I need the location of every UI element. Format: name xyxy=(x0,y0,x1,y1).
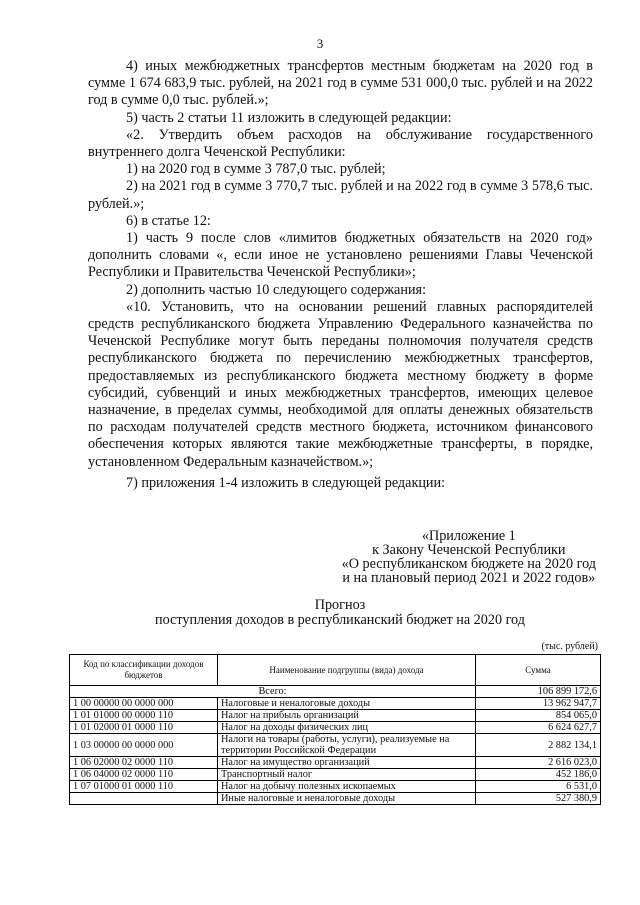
row-code: 1 01 01000 00 0000 110 xyxy=(70,710,218,722)
table-row xyxy=(70,769,601,781)
paragraph: 7) приложения 1-4 изложить в следующей редакции: xyxy=(126,474,446,491)
row-code: 1 06 02000 02 0000 110 xyxy=(70,757,218,769)
table-title xyxy=(140,598,540,628)
row-sum: 2 882 134,1 xyxy=(476,734,601,757)
total-sum: 106 899 172,6 xyxy=(476,686,601,698)
appendix-line: «Приложение 1 xyxy=(421,528,516,544)
total-row xyxy=(70,686,601,698)
appendix-heading xyxy=(342,529,596,585)
row-name: Налоговые и неналоговые доходы xyxy=(218,698,476,710)
row-sum: 6 531,0 xyxy=(476,781,601,793)
table-row xyxy=(70,710,601,722)
paragraph: 2) на 2021 год в сумме 3 770,7 тыс. рублей и на 2022 год в сумме 3 578,6 тыс. рублей.»; xyxy=(88,178,593,212)
table-title-line: поступления доходов в республиканский бюджет на 2020 год xyxy=(155,612,525,628)
row-code: 1 00 00000 00 0000 000 xyxy=(70,698,218,710)
row-name: Налог на имущество организаций xyxy=(218,757,476,769)
row-code xyxy=(70,793,218,805)
paragraph: 6) в статье 12: xyxy=(126,212,211,229)
table-row xyxy=(70,757,601,769)
appendix-line: «О республиканском бюджете на 2020 год xyxy=(341,556,596,572)
row-name: Транспортный налог xyxy=(218,769,476,781)
row-sum: 13 962 947,7 xyxy=(476,698,601,710)
table-header-row xyxy=(70,655,601,686)
law-amendment-text xyxy=(88,58,593,492)
row-sum: 527 380,9 xyxy=(476,793,601,805)
row-sum: 452 186,0 xyxy=(476,769,601,781)
header-sum: Сумма xyxy=(476,655,601,686)
row-code: 1 06 04000 02 0000 110 xyxy=(70,769,218,781)
paragraph: 1) на 2020 год в сумме 3 787,0 тыс. рублей; xyxy=(126,161,386,178)
row-name: Налог на прибыль организаций xyxy=(218,710,476,722)
table-row xyxy=(70,722,601,734)
table-row xyxy=(70,793,601,805)
revenue-forecast-table xyxy=(69,654,601,805)
row-code: 1 07 01000 01 0000 110 xyxy=(70,781,218,793)
appendix-line: к Закону Чеченской Республики xyxy=(372,542,566,558)
row-name: Налог на добычу полезных ископаемых xyxy=(218,781,476,793)
paragraph: «10. Установить, что на основании решений главных распорядителей средств республиканского бюджета Управлению Федерального казначейства по Чеченской Республике могут быть переданы полномочия получателя средств республиканского бюджета по перечислению межбюджетных трансфертов, предоставляемых из республиканского бюджета местному бюджету в форме субсидий, субвенций и иных межбюджетных трансфертов, имеющих целевое назначение, в пределах суммы, необходимой для оплаты денежных обязательств по расходам получателей средств местного бюджета, источником финансового обеспечения которых являются такие межбюджетные трансферты, в порядке, установленном Федеральным казначейством.»; xyxy=(88,298,593,470)
header-name: Наименование подгруппы (вида) дохода xyxy=(218,655,476,686)
paragraph: 1) часть 9 после слов «лимитов бюджетных обязательств на 2020 год» дополнить словами «, если иное не установлено решениями Главы Чеченской Республики и Правительства Чеченской Республики»; xyxy=(88,230,593,281)
table-title-line: Прогноз xyxy=(314,597,366,613)
paragraph: 5) часть 2 статьи 11 изложить в следующей редакции: xyxy=(126,109,452,126)
appendix-line: и на плановый период 2021 и 2022 годов» xyxy=(342,570,596,586)
row-name: Налог на доходы физических лиц xyxy=(218,722,476,734)
row-code: 1 03 00000 00 0000 000 xyxy=(70,734,218,757)
row-name: Налоги на товары (работы, услуги), реализуемые на территории Российской Федерации xyxy=(218,734,476,757)
page-number: 3 xyxy=(316,36,324,51)
units-label: (тыс. рублей) xyxy=(541,641,598,652)
row-name: Иные налоговые и неналоговые доходы xyxy=(218,793,476,805)
row-sum: 2 616 023,0 xyxy=(476,757,601,769)
table-row xyxy=(70,698,601,710)
paragraph: «2. Утвердить объем расходов на обслуживание государственного внутреннего долга Чеченской Республики: xyxy=(88,126,593,161)
table-row xyxy=(70,734,601,757)
header-code: Код по классификации доходов бюджетов xyxy=(70,655,218,686)
paragraph: 2) дополнить частью 10 следующего содержания: xyxy=(126,281,427,298)
paragraph: 4) иных межбюджетных трансфертов местным бюджетам на 2020 год в сумме 1 674 683,9 тыс. рублей, на 2021 год в сумме 531 000,0 тыс. рублей и на 2022 год в сумме 0,0 тыс. рублей.»; xyxy=(88,58,593,109)
row-sum: 6 624 627,7 xyxy=(476,722,601,734)
table-row xyxy=(70,781,601,793)
total-label: Всего: xyxy=(70,686,476,698)
row-code: 1 01 02000 01 0000 110 xyxy=(70,722,218,734)
row-sum: 854 065,0 xyxy=(476,710,601,722)
